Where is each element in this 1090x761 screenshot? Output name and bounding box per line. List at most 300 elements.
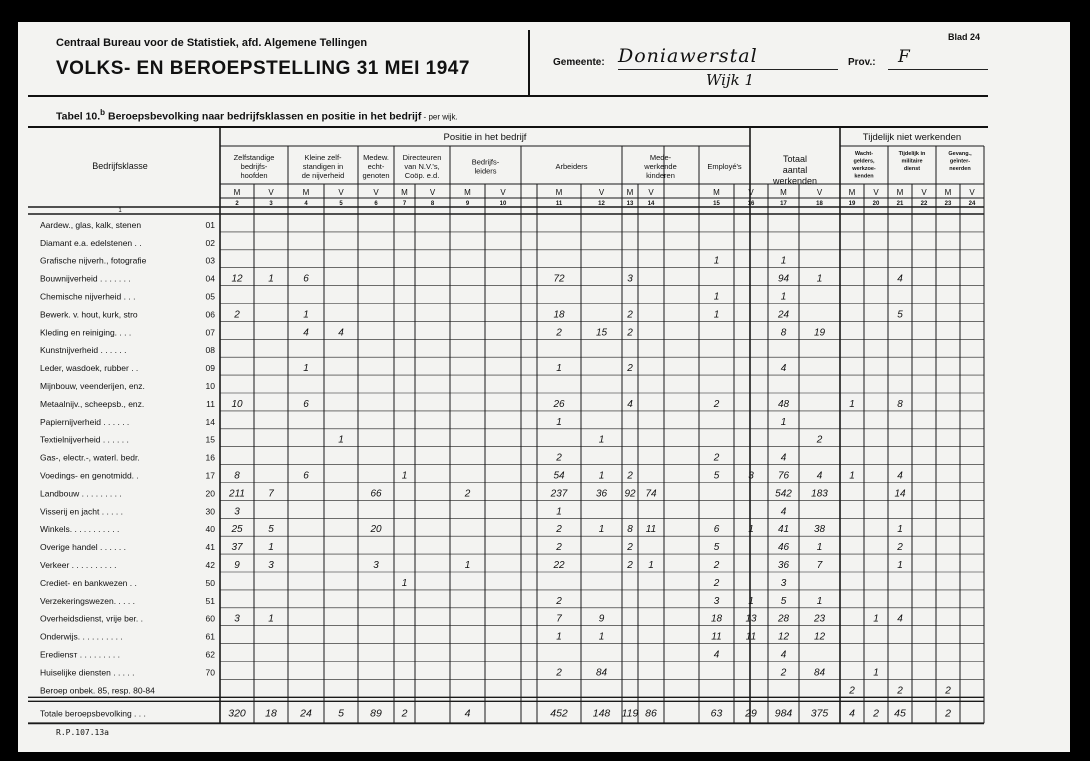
gemeente-value: Doniawerstal bbox=[618, 45, 758, 67]
cell-value: 4 bbox=[816, 470, 823, 482]
mv-label: V bbox=[268, 188, 274, 197]
prov-value: F bbox=[898, 47, 910, 67]
cell-value: 2 bbox=[713, 577, 720, 589]
cell-value: 2 bbox=[556, 542, 562, 554]
sheet-number: Blad 24 bbox=[948, 32, 981, 42]
row-code: 60 bbox=[205, 613, 215, 624]
cell-value: 1 bbox=[780, 255, 787, 267]
cell-value: 23 bbox=[813, 613, 826, 625]
mv-label: V bbox=[816, 188, 823, 197]
row-code: 17 bbox=[205, 470, 215, 481]
subgroup-label: de nijverheid bbox=[301, 171, 345, 180]
cell-value: 1 bbox=[401, 577, 408, 589]
cell-value: 5 bbox=[268, 524, 274, 536]
row-code: 14 bbox=[205, 416, 215, 427]
cell-value: 7 bbox=[268, 488, 274, 500]
cell-value: 2 bbox=[627, 560, 633, 571]
total-value: 4 bbox=[464, 707, 471, 720]
row-code: 10 bbox=[205, 381, 215, 391]
total-value: 984 bbox=[774, 707, 793, 720]
subgroup-label: echt- bbox=[367, 162, 385, 171]
row-header-label: Bedrijfsklasse bbox=[92, 161, 148, 171]
cell-value: 1 bbox=[648, 560, 654, 571]
subgroup-label: hoofden bbox=[240, 171, 268, 180]
row-code: 15 bbox=[205, 434, 215, 445]
cell-value: 10 bbox=[231, 398, 243, 410]
cell-value: 15 bbox=[595, 327, 608, 339]
total-value: 2 bbox=[401, 707, 408, 720]
row-label: Metaalnijv., scheepsb., enz. bbox=[40, 398, 145, 409]
cell-value: 5 bbox=[713, 470, 720, 482]
row-code: 07 bbox=[205, 327, 215, 338]
subgroup-label: Coöp. e.d. bbox=[404, 171, 440, 180]
row-label: Landbouw . . . . . . . . . bbox=[40, 488, 122, 499]
tijdelijk-label: Gevang., bbox=[948, 151, 972, 157]
cell-value: 2 bbox=[713, 560, 720, 571]
tijdelijk-label: gelders, bbox=[853, 158, 875, 165]
cell-value: 4 bbox=[780, 452, 787, 464]
row-label: Beroep onbek. 85, resp. 80-84 bbox=[40, 685, 155, 696]
tijdelijk-label: militaire bbox=[901, 158, 923, 165]
tijdelijk-label: dienst bbox=[903, 166, 921, 172]
mv-label: M bbox=[780, 188, 787, 197]
cell-value: 1 bbox=[748, 524, 754, 536]
census-table bbox=[18, 22, 1070, 752]
row-code: 09 bbox=[205, 363, 215, 374]
cell-value: 1 bbox=[816, 273, 823, 285]
cell-value: 84 bbox=[813, 667, 826, 679]
cell-value: 22 bbox=[553, 560, 565, 571]
total-value: 148 bbox=[592, 707, 611, 720]
subgroup-label: leiders bbox=[474, 166, 497, 176]
cell-value: 4 bbox=[780, 506, 787, 518]
row-code: 51 bbox=[205, 595, 215, 606]
total-value: 320 bbox=[228, 707, 246, 720]
row-code: 01 bbox=[205, 219, 215, 230]
column-number: 5 bbox=[339, 201, 343, 207]
total-value: 63 bbox=[710, 707, 723, 720]
column-number: 24 bbox=[968, 201, 976, 207]
cell-value: 2 bbox=[556, 524, 562, 536]
table-title-text: Beroepsbevolking naar bedrijfsklassen en positie in het bedrijf bbox=[105, 110, 422, 123]
row-label: Verkeer . . . . . . . . . . bbox=[40, 560, 117, 570]
cell-value: 1 bbox=[713, 291, 720, 303]
subgroup-label: bedrijfs- bbox=[240, 162, 268, 171]
row-label: Papiernijverheid . . . . . . bbox=[40, 416, 130, 427]
cell-value: 14 bbox=[894, 488, 906, 500]
cell-value: 66 bbox=[370, 488, 382, 500]
cell-value: 1 bbox=[897, 560, 903, 571]
cell-value: 1 bbox=[303, 363, 309, 375]
cell-value: 4 bbox=[627, 398, 633, 410]
mv-label: V bbox=[500, 188, 506, 197]
cell-value: 4 bbox=[338, 327, 344, 339]
row-code: 61 bbox=[205, 631, 215, 642]
row-code: 11 bbox=[206, 398, 215, 409]
census-form-sheet bbox=[18, 22, 1070, 752]
cell-value: 6 bbox=[303, 273, 309, 285]
row-code: 70 bbox=[205, 667, 215, 678]
row-code: 04 bbox=[205, 273, 215, 284]
cell-value: 54 bbox=[553, 470, 565, 482]
mv-label: M bbox=[464, 188, 471, 197]
cell-value: 3 bbox=[373, 560, 379, 571]
mv-label: M bbox=[233, 188, 241, 197]
cell-value: 20 bbox=[370, 524, 382, 536]
cell-value: 3 bbox=[234, 613, 240, 625]
row-label: Kunstnijverheid . . . . . . bbox=[40, 345, 127, 356]
row-code: 50 bbox=[205, 577, 215, 588]
row-label: Diamant e.a. edelstenen . . bbox=[40, 237, 142, 248]
column-number: 18 bbox=[816, 201, 823, 207]
subgroup-label: Kleine zelf- bbox=[304, 153, 342, 162]
cell-value: 1 bbox=[816, 595, 823, 607]
cell-value: 18 bbox=[553, 309, 565, 321]
cell-value: 12 bbox=[813, 631, 826, 643]
cell-value: 8 bbox=[780, 327, 787, 339]
cell-value: 8 bbox=[234, 470, 240, 482]
column-number: 10 bbox=[499, 201, 507, 207]
cell-value: 1 bbox=[780, 291, 787, 303]
row-label: Crediet- en bankwezen . . bbox=[40, 577, 137, 588]
total-value: 375 bbox=[810, 707, 829, 720]
row-label: Winkels. . . . . . . . . . . bbox=[40, 524, 120, 535]
cell-value: 1 bbox=[849, 398, 855, 410]
cell-value: 1 bbox=[598, 470, 605, 482]
cell-value: 2 bbox=[627, 309, 633, 321]
group-tijdelijk-label: Tijdelijk niet werkenden bbox=[862, 132, 962, 143]
cell-value: 48 bbox=[777, 398, 790, 410]
row-label: Visserij en jacht . . . . . bbox=[40, 506, 123, 517]
cell-value: 1 bbox=[268, 613, 274, 625]
cell-value: 4 bbox=[897, 470, 903, 482]
cell-value: 1 bbox=[873, 667, 879, 679]
table-title-suffix: b bbox=[100, 108, 106, 117]
row-label: Bewerk. v. hout, kurk, stro bbox=[40, 309, 138, 320]
column-number: 17 bbox=[780, 201, 787, 207]
cell-value: 13 bbox=[745, 613, 757, 625]
row-label: Aardew., glas, kalk, stenen bbox=[40, 219, 142, 230]
row-label: Chemische nijverheid . . . bbox=[40, 291, 136, 302]
cell-value: 1 bbox=[598, 434, 605, 446]
mv-label: M bbox=[713, 188, 720, 197]
totals-label: Totale beroepsbevolking . . . bbox=[40, 708, 146, 719]
mv-label: V bbox=[648, 188, 654, 197]
row-code: 06 bbox=[205, 309, 215, 320]
cell-value: 72 bbox=[553, 273, 565, 285]
gemeente-label: Gemeente: bbox=[553, 57, 605, 68]
cell-value: 1 bbox=[816, 542, 823, 554]
mv-label: V bbox=[921, 188, 927, 197]
total-value: 24 bbox=[300, 707, 312, 720]
row-label: Onderwijs. . . . . . . . . . bbox=[40, 631, 123, 642]
mv-label: V bbox=[429, 188, 436, 197]
cell-value: 4 bbox=[897, 273, 903, 285]
cell-value: 2 bbox=[556, 327, 562, 339]
cell-value: 2 bbox=[627, 470, 633, 482]
total-value: 119 bbox=[621, 707, 639, 720]
prov-label: Prov.: bbox=[848, 57, 876, 68]
cell-value: 7 bbox=[816, 560, 823, 571]
cell-value: 4 bbox=[780, 363, 787, 375]
subgroup-label: kinderen bbox=[646, 171, 675, 180]
cell-value: 1 bbox=[748, 595, 754, 607]
subgroup-label: Mede- bbox=[649, 153, 672, 162]
row-code: 02 bbox=[205, 237, 215, 248]
group-positie-label: Positie in het bedrijf bbox=[443, 132, 527, 143]
cell-value: 1 bbox=[598, 631, 605, 643]
row-code: 16 bbox=[205, 452, 215, 463]
cell-value: 2 bbox=[556, 452, 562, 464]
subgroup-label: Directeuren bbox=[402, 153, 442, 162]
cell-value: 2 bbox=[816, 434, 823, 446]
cell-value: 4 bbox=[713, 649, 720, 661]
column-number: 12 bbox=[598, 201, 605, 207]
cell-value: 2 bbox=[464, 488, 471, 500]
column-number: 20 bbox=[872, 201, 880, 207]
cell-value: 4 bbox=[897, 613, 903, 625]
cell-value: 542 bbox=[775, 488, 792, 500]
mv-label: V bbox=[748, 188, 754, 197]
cell-value: 5 bbox=[897, 309, 903, 321]
cell-value: 1 bbox=[598, 524, 605, 536]
column-number: 2 bbox=[235, 201, 239, 207]
cell-value: 2 bbox=[897, 685, 903, 697]
row-code: 42 bbox=[205, 560, 215, 570]
group-totaal-label: Totaal bbox=[782, 154, 808, 164]
row-code: 62 bbox=[205, 649, 215, 660]
row-code: 08 bbox=[205, 345, 215, 356]
cell-value: 7 bbox=[556, 613, 562, 625]
cell-value: 74 bbox=[645, 488, 657, 500]
cell-value: 41 bbox=[777, 524, 790, 536]
cell-value: 3 bbox=[748, 470, 754, 482]
cell-value: 2 bbox=[556, 667, 562, 679]
subgroup-label: Employé's bbox=[707, 162, 742, 171]
tijdelijk-label: werkzoe- bbox=[852, 166, 876, 172]
tijdelijk-label: Tijdelijk in bbox=[898, 151, 926, 157]
subgroup-label: Bedrijfs- bbox=[471, 157, 500, 167]
cell-value: 2 bbox=[780, 667, 787, 679]
cell-value: 6 bbox=[303, 470, 309, 482]
subgroup-label: standigen in bbox=[302, 162, 344, 171]
row-label: Erediensт . . . . . . . . . bbox=[40, 649, 120, 660]
column-number: 7 bbox=[402, 201, 407, 207]
cell-value: 2 bbox=[627, 542, 633, 554]
total-value: 452 bbox=[550, 707, 568, 720]
group-totaal-label: werkenden bbox=[772, 176, 818, 186]
row-label: Verzekeringswezen. . . . . bbox=[40, 595, 135, 606]
row-label: Grafische nijverh., fotografie bbox=[40, 255, 147, 266]
mv-label: M bbox=[896, 188, 904, 197]
row-code: 41 bbox=[205, 542, 215, 553]
cell-value: 2 bbox=[627, 327, 633, 339]
cell-value: 2 bbox=[234, 309, 240, 321]
mv-label: M bbox=[848, 188, 856, 197]
subgroup-label: Medew. bbox=[363, 153, 389, 162]
cell-value: 183 bbox=[811, 488, 828, 500]
cell-value: 1 bbox=[303, 309, 309, 321]
column-number: 6 bbox=[374, 201, 378, 207]
column-number: 21 bbox=[896, 201, 904, 207]
cell-value: 9 bbox=[234, 560, 240, 571]
row-code: 30 bbox=[205, 506, 215, 517]
cell-value: 94 bbox=[777, 273, 790, 285]
cell-value: 6 bbox=[713, 524, 720, 536]
cell-value: 1 bbox=[713, 309, 720, 321]
cell-value: 3 bbox=[627, 273, 633, 285]
subgroup-label: genoten bbox=[362, 171, 390, 180]
column-number: 14 bbox=[647, 201, 655, 207]
cell-value: 1 bbox=[556, 506, 562, 518]
total-value: 4 bbox=[849, 707, 855, 720]
cell-value: 1 bbox=[268, 273, 274, 285]
row-label: Overheidsdienst, vrije ber. . bbox=[40, 613, 143, 624]
row-header-number: 1 bbox=[118, 208, 122, 214]
row-label: Kleding en reiniging. . . . bbox=[40, 327, 132, 338]
cell-value: 1 bbox=[780, 416, 787, 428]
cell-value: 237 bbox=[550, 488, 568, 500]
row-code: 03 bbox=[205, 255, 215, 266]
cell-value: 3 bbox=[780, 577, 787, 589]
cell-value: 2 bbox=[713, 452, 720, 464]
mv-label: M bbox=[944, 188, 952, 197]
cell-value: 1 bbox=[897, 524, 903, 536]
cell-value: 8 bbox=[897, 398, 903, 410]
wijk-value: Wijk 1 bbox=[706, 71, 755, 89]
mv-label: M bbox=[401, 188, 408, 197]
total-value: 89 bbox=[370, 707, 382, 720]
cell-value: 11 bbox=[711, 631, 722, 643]
cell-value: 26 bbox=[553, 398, 565, 410]
cell-value: 38 bbox=[813, 524, 826, 536]
cell-value: 1 bbox=[713, 255, 720, 267]
row-label: Leder, wasdoek, rubber . . bbox=[40, 363, 139, 374]
cell-value: 1 bbox=[556, 631, 562, 643]
tijdelijk-label: kenden bbox=[854, 173, 874, 180]
cell-value: 6 bbox=[303, 398, 309, 410]
cell-value: 25 bbox=[231, 524, 243, 536]
cell-value: 1 bbox=[849, 470, 855, 482]
mv-label: M bbox=[302, 188, 310, 197]
cell-value: 3 bbox=[268, 560, 274, 571]
cell-value: 12 bbox=[231, 273, 243, 285]
row-label: Huiselijke diensten . . . . . bbox=[40, 667, 135, 678]
cell-value: 24 bbox=[777, 309, 790, 321]
row-code: 20 bbox=[205, 488, 215, 499]
cell-value: 28 bbox=[777, 613, 790, 625]
cell-value: 84 bbox=[595, 667, 608, 679]
column-number: 4 bbox=[304, 201, 308, 207]
cell-value: 1 bbox=[556, 416, 562, 428]
cell-value: 5 bbox=[713, 542, 720, 554]
column-number: 19 bbox=[848, 201, 856, 207]
cell-value: 2 bbox=[897, 542, 903, 554]
column-number: 15 bbox=[713, 201, 720, 207]
row-label: Textielnijverheid . . . . . . bbox=[40, 434, 129, 445]
subgroup-label: Zelfstandige bbox=[233, 153, 275, 162]
cell-value: 76 bbox=[777, 470, 790, 482]
cell-value: 1 bbox=[268, 542, 274, 554]
column-number: 3 bbox=[269, 201, 273, 207]
mv-label: V bbox=[373, 188, 379, 197]
cell-value: 9 bbox=[598, 613, 605, 625]
row-label: Gas-, electr.-, waterl. bedr. bbox=[40, 452, 140, 463]
cell-value: 46 bbox=[777, 542, 790, 554]
subgroup-label: Arbeiders bbox=[555, 162, 588, 171]
row-label: Voedings- en genotmidd. . bbox=[40, 470, 139, 481]
cell-value: 4 bbox=[303, 327, 309, 339]
cell-value: 3 bbox=[234, 506, 240, 518]
group-totaal-label: aantal bbox=[782, 165, 808, 175]
cell-value: 1 bbox=[464, 560, 471, 571]
mv-label: M bbox=[626, 188, 634, 197]
column-number: 23 bbox=[944, 201, 952, 207]
form-code: R.P.107.13a bbox=[56, 728, 109, 737]
cell-value: 5 bbox=[780, 595, 787, 607]
column-number: 8 bbox=[430, 201, 435, 207]
cell-value: 19 bbox=[813, 327, 826, 339]
column-number: 13 bbox=[626, 201, 634, 207]
organization-name: Centraal Bureau voor de Statistiek, afd. Algemene Tellingen bbox=[56, 37, 368, 49]
column-number: 9 bbox=[465, 201, 470, 207]
cell-value: 36 bbox=[777, 560, 790, 571]
cell-value: 211 bbox=[229, 488, 245, 500]
total-value: 18 bbox=[265, 707, 277, 720]
cell-value: 2 bbox=[627, 363, 633, 375]
total-value: 5 bbox=[338, 707, 344, 720]
cell-value: 18 bbox=[710, 613, 723, 625]
cell-value: 37 bbox=[231, 542, 243, 554]
table-title-tail: - per wijk. bbox=[421, 112, 458, 122]
row-label: Bouwnijverheid . . . . . . . bbox=[40, 273, 131, 284]
mv-label: V bbox=[873, 188, 879, 197]
total-value: 86 bbox=[645, 707, 657, 720]
row-label: Overige handel . . . . . . bbox=[40, 542, 126, 553]
cell-value: 2 bbox=[849, 685, 855, 697]
cell-value: 36 bbox=[595, 488, 608, 500]
tijdelijk-label: geïnter- bbox=[949, 158, 971, 165]
column-number: 22 bbox=[920, 201, 928, 207]
subgroup-label: van N.V.'s, bbox=[404, 162, 440, 171]
row-code: 40 bbox=[205, 524, 215, 535]
column-number: 11 bbox=[555, 201, 563, 207]
cell-value: 1 bbox=[873, 613, 879, 625]
cell-value: 4 bbox=[780, 649, 787, 661]
total-value: 2 bbox=[945, 707, 951, 720]
cell-value: 1 bbox=[556, 363, 562, 375]
form-title: VOLKS- EN BEROEPSTELLING 31 MEI 1947 bbox=[56, 58, 470, 79]
mv-label: M bbox=[555, 188, 563, 197]
row-label: Mijnbouw, veenderijen, enz. bbox=[40, 381, 145, 391]
cell-value: 11 bbox=[745, 631, 757, 643]
total-value: 2 bbox=[873, 707, 879, 720]
cell-value: 2 bbox=[945, 685, 951, 697]
cell-value: 2 bbox=[713, 398, 720, 410]
cell-value: 92 bbox=[624, 488, 636, 500]
mv-label: V bbox=[338, 188, 344, 197]
column-number: 16 bbox=[747, 201, 755, 207]
cell-value: 3 bbox=[713, 595, 720, 607]
cell-value: 1 bbox=[338, 434, 344, 446]
cell-value: 1 bbox=[401, 470, 408, 482]
row-code: 05 bbox=[205, 291, 215, 302]
mv-label: V bbox=[969, 188, 975, 197]
tijdelijk-label: neerden bbox=[949, 166, 971, 172]
total-value: 45 bbox=[894, 707, 906, 720]
total-value: 29 bbox=[745, 707, 757, 720]
cell-value: 11 bbox=[645, 524, 657, 536]
